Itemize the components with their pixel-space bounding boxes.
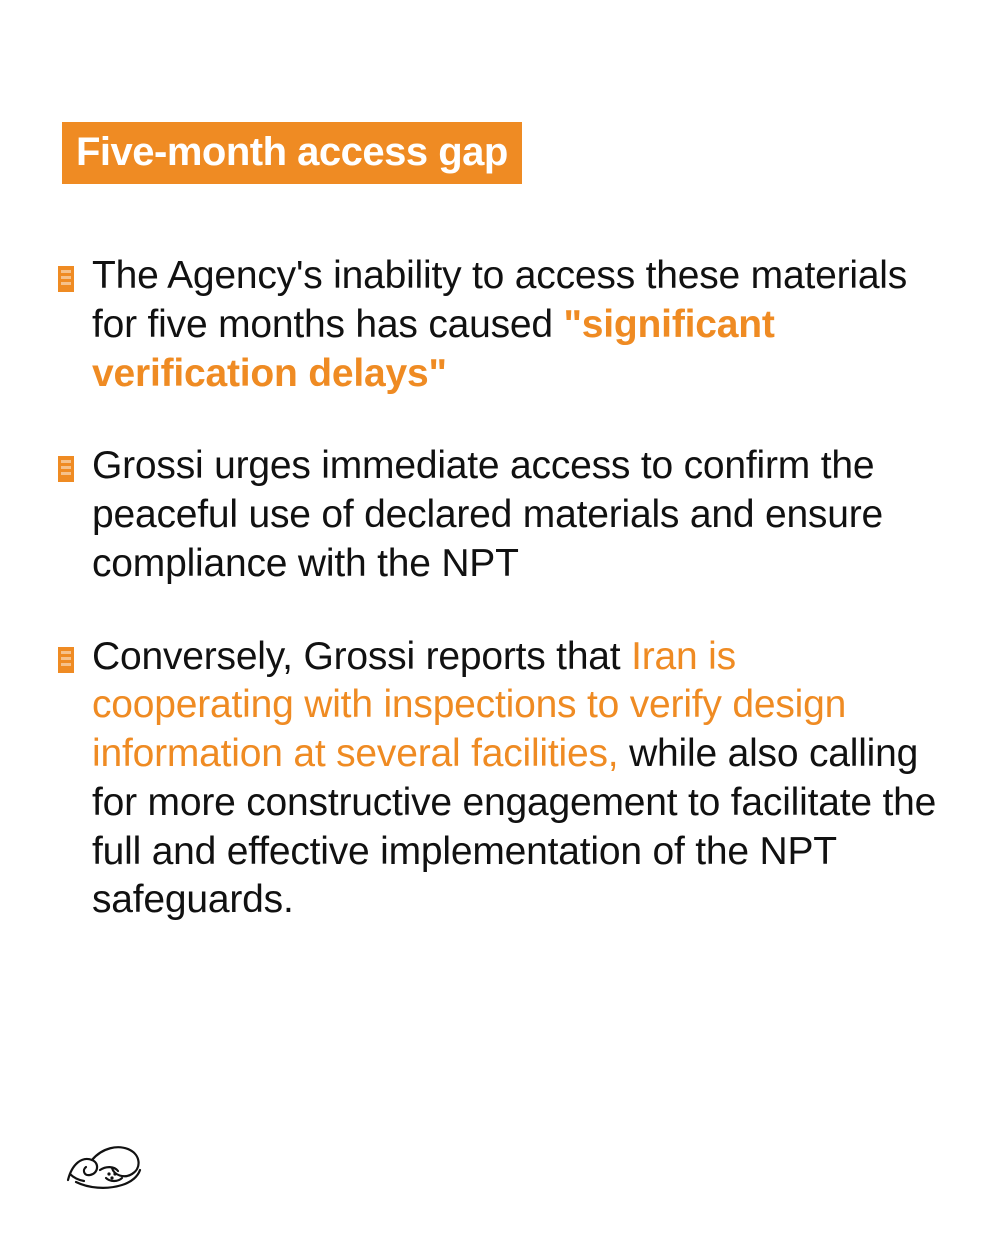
list-item: [58, 442, 948, 588]
text-segment: The Agency's inability to access these materials for five months has caused: [92, 254, 908, 346]
text-segment: Grossi urges immediate access to confirm the peaceful use of declared materials and ensure compliance with the NPT: [92, 444, 883, 585]
square-bullet-icon: [58, 266, 74, 292]
al-jazeera-logo-icon: [62, 1130, 148, 1202]
square-bullet-icon: [58, 647, 74, 673]
bullet-list: [58, 252, 948, 925]
page-title: Five-month access gap: [62, 122, 522, 184]
text-segment: Conversely, Grossi reports that: [92, 634, 632, 678]
highlighted-phrase: Iran is cooperating with inspections to verify design information at several facilities,: [92, 634, 847, 775]
highlighted-quote: "significant verification delays": [92, 302, 775, 395]
list-item-text: [92, 252, 948, 398]
page-title-container: [62, 122, 522, 184]
text-segment: while also calling for more constructive engagement to facilitate the full and effective implementation of the NPT safeguards.: [92, 732, 937, 922]
list-item: [58, 633, 948, 926]
square-bullet-icon: [58, 456, 74, 482]
list-item: [58, 252, 948, 398]
list-item-text: [92, 633, 948, 926]
list-item-text: [92, 442, 948, 588]
